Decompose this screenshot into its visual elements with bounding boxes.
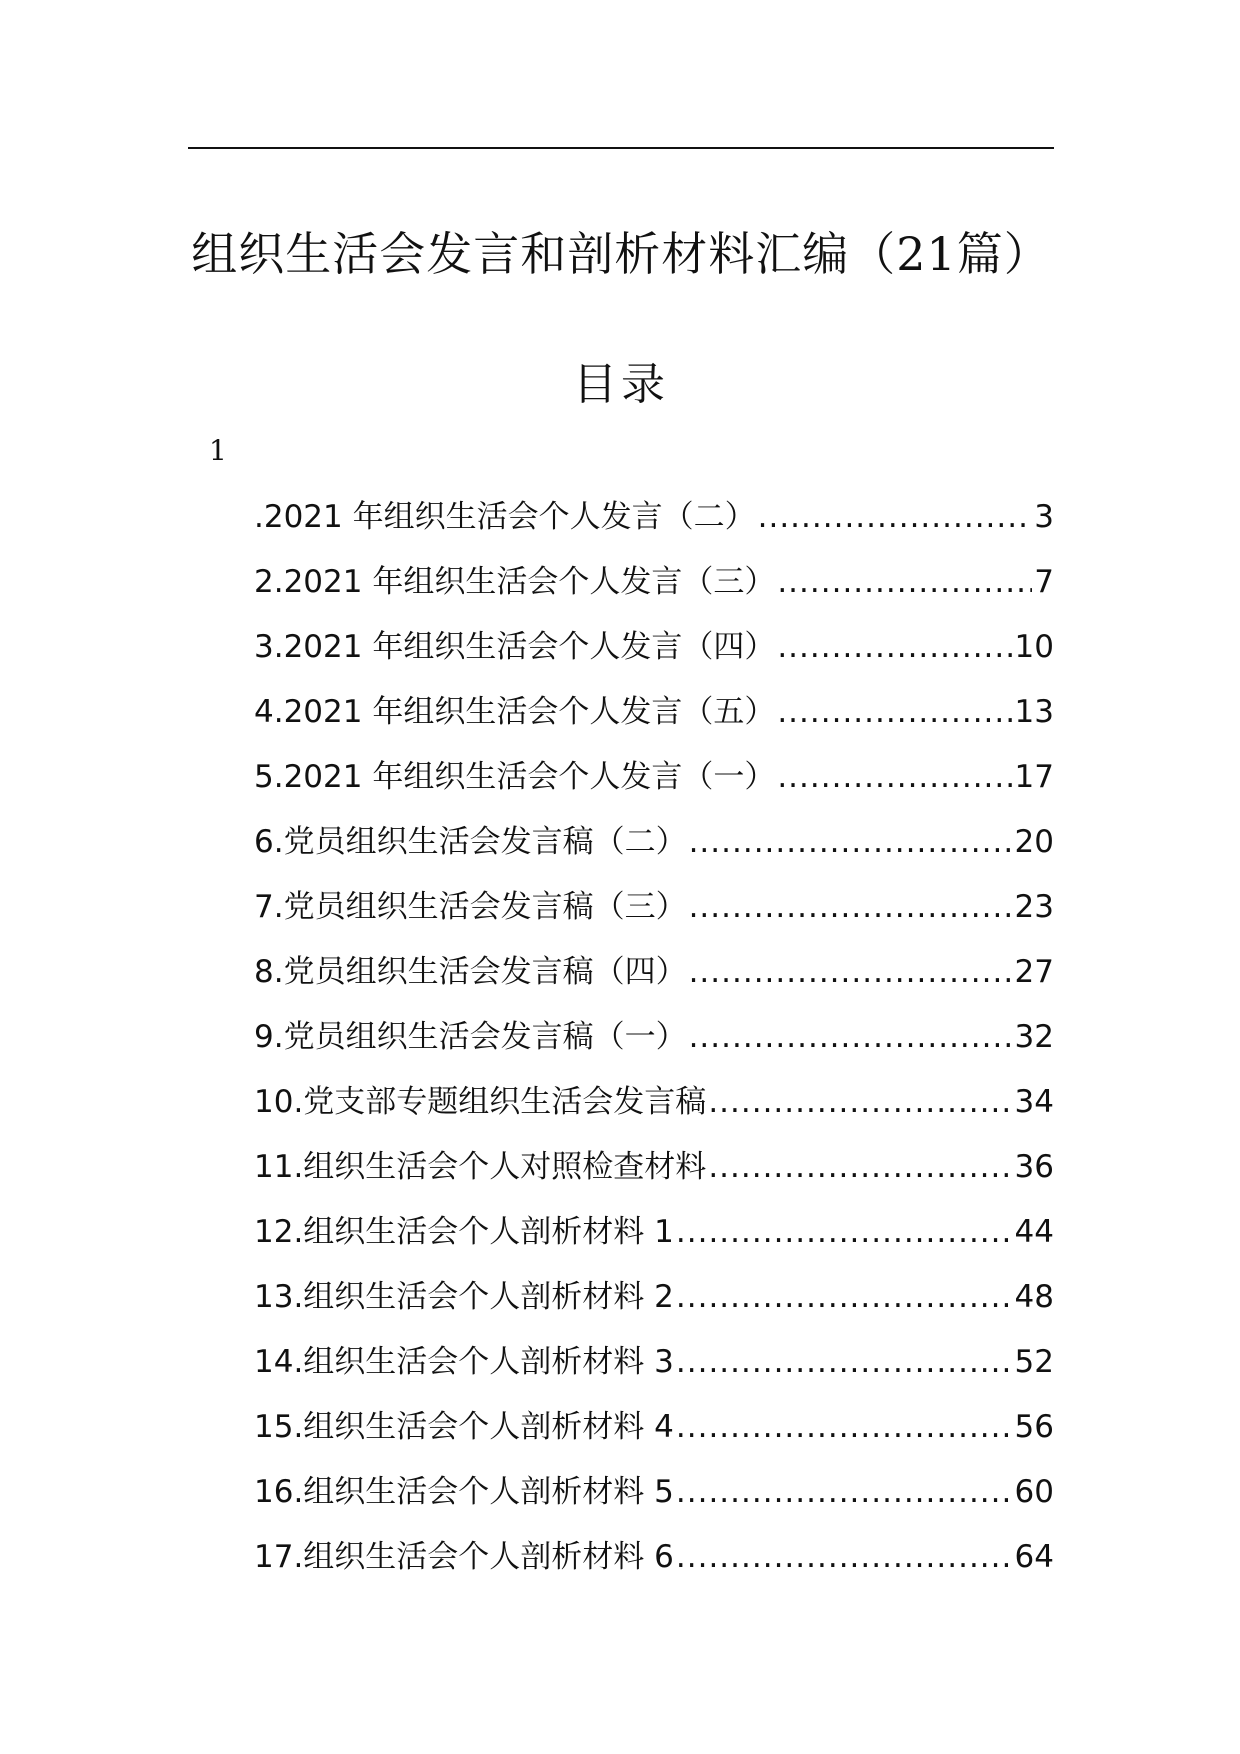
toc-entry-title: 15.组织生活会个人剖析材料 4 [254, 1409, 674, 1445]
toc-page-number: 17 [1014, 759, 1054, 795]
toc-page-number: 13 [1014, 694, 1054, 730]
toc-heading: 目录 [573, 359, 669, 410]
toc-entry[interactable] [254, 1141, 1054, 1206]
toc-entry[interactable] [254, 686, 1054, 751]
toc-entry-title: 7.党员组织生活会发言稿（三） [254, 889, 687, 925]
toc-entry[interactable] [254, 751, 1054, 816]
toc-entry-title: 14.组织生活会个人剖析材料 3 [254, 1344, 674, 1380]
toc-entry-title: 17.组织生活会个人剖析材料 6 [254, 1539, 674, 1575]
toc-dot-leader [758, 491, 1033, 543]
toc-entry[interactable] [254, 816, 1054, 881]
toc-entry-title: 4.2021 年组织生活会个人发言（五） [254, 694, 776, 730]
toc-entry-title: 2.2021 年组织生活会个人发言（三） [254, 564, 776, 600]
toc-dot-leader [777, 621, 1012, 673]
toc-dot-leader [777, 556, 1032, 608]
toc-page-number: 20 [1014, 824, 1054, 860]
toc-entry[interactable] [254, 1011, 1054, 1076]
toc-dot-leader [708, 1076, 1012, 1128]
toc-page-number: 36 [1014, 1149, 1054, 1185]
toc-entry[interactable] [254, 491, 1054, 556]
toc-page-number: 44 [1014, 1214, 1054, 1250]
title-main: 组织生活会发言和剖析材料汇编（ [191, 227, 897, 281]
toc-dot-leader [689, 881, 1013, 933]
toc-page-number: 56 [1014, 1409, 1054, 1445]
toc-entry-title: .2021 年组织生活会个人发言（二） [254, 499, 756, 535]
toc-dot-leader [676, 1336, 1013, 1388]
toc-page-number: 34 [1014, 1084, 1054, 1120]
toc-entry[interactable] [254, 881, 1054, 946]
toc-page-number: 52 [1014, 1344, 1054, 1380]
toc-dot-leader [676, 1271, 1013, 1323]
toc-entry-title: 6.党员组织生活会发言稿（二） [254, 824, 687, 860]
toc-page-number: 64 [1014, 1539, 1054, 1575]
toc-page-number: 48 [1014, 1279, 1054, 1315]
toc-page-number: 23 [1014, 889, 1054, 925]
toc-dot-leader [676, 1206, 1013, 1258]
toc-dot-leader [689, 1011, 1013, 1063]
toc-page-number: 27 [1014, 954, 1054, 990]
stray-number: 1 [209, 434, 227, 467]
toc-entry[interactable] [254, 1206, 1054, 1271]
toc-page-number: 10 [1014, 629, 1054, 665]
toc-entry[interactable] [254, 946, 1054, 1011]
toc-entry-title: 3.2021 年组织生活会个人发言（四） [254, 629, 776, 665]
toc-entry[interactable] [254, 621, 1054, 686]
toc-page-number: 32 [1014, 1019, 1054, 1055]
title-end: 篇） [956, 227, 1051, 281]
table-of-contents [254, 491, 1054, 1596]
toc-dot-leader [708, 1141, 1012, 1193]
toc-page-number: 7 [1034, 564, 1054, 600]
toc-entry[interactable] [254, 1336, 1054, 1401]
toc-dot-leader [689, 946, 1013, 998]
toc-entry[interactable] [254, 1271, 1054, 1336]
toc-dot-leader [777, 686, 1012, 738]
toc-dot-leader [777, 751, 1012, 803]
toc-entry[interactable] [254, 1466, 1054, 1531]
toc-entry-title: 8.党员组织生活会发言稿（四） [254, 954, 687, 990]
toc-entry-title: 5.2021 年组织生活会个人发言（一） [254, 759, 776, 795]
toc-entry-title: 16.组织生活会个人剖析材料 5 [254, 1474, 674, 1510]
title-number: 21 [896, 227, 957, 281]
toc-entry[interactable] [254, 556, 1054, 621]
toc-dot-leader [676, 1531, 1013, 1583]
toc-entry-title: 11.组织生活会个人对照检查材料 [254, 1149, 707, 1185]
toc-entry[interactable] [254, 1401, 1054, 1466]
toc-entry-title: 13.组织生活会个人剖析材料 2 [254, 1279, 674, 1315]
toc-dot-leader [676, 1466, 1013, 1518]
header-rule [188, 147, 1054, 149]
toc-dot-leader [689, 816, 1013, 868]
document-title [188, 222, 1054, 286]
toc-entry-title: 12.组织生活会个人剖析材料 1 [254, 1214, 674, 1250]
toc-entry-title: 9.党员组织生活会发言稿（一） [254, 1019, 687, 1055]
toc-page-number: 3 [1034, 499, 1054, 535]
toc-dot-leader [676, 1401, 1013, 1453]
toc-page-number: 60 [1014, 1474, 1054, 1510]
toc-entry[interactable] [254, 1531, 1054, 1596]
toc-entry-title: 10.党支部专题组织生活会发言稿 [254, 1084, 707, 1120]
toc-entry[interactable] [254, 1076, 1054, 1141]
